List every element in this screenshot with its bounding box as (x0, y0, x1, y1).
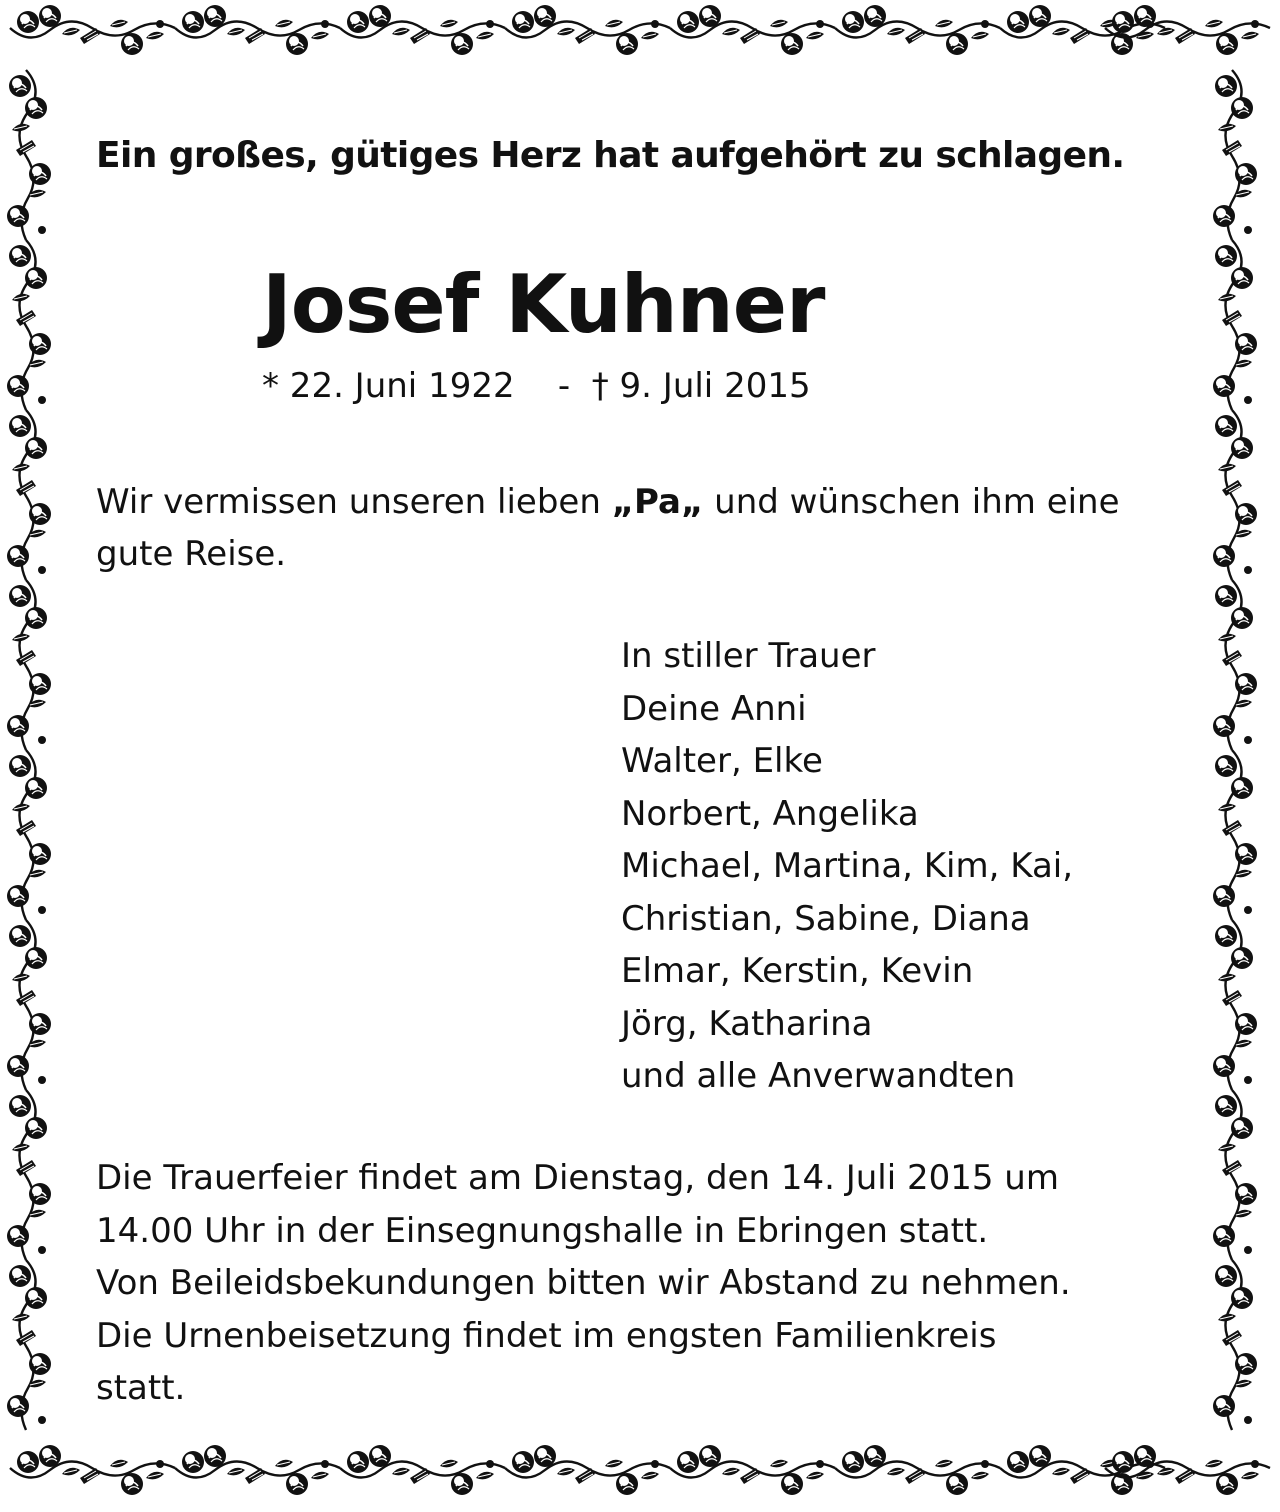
ceremony-line: 14.00 Uhr in der Einsegnungshalle in Ebringen statt. (96, 1210, 989, 1251)
mourner-line: Michael, Martina, Kim, Kai, (621, 846, 1074, 886)
life-dates (262, 366, 811, 406)
date-separator: - (557, 366, 571, 406)
message-after: und wünschen ihm eine gute Reise. (96, 482, 1120, 574)
ceremony-line: Von Beileidsbekundungen bitten wir Abstand zu nehmen. (96, 1263, 1071, 1303)
ceremony-line: Die Urnenbeisetzung findet im engsten Familienkreis (96, 1315, 997, 1356)
ceremony-line: Die Trauerfeier findet am Dienstag, den 14. Juli 2015 um (96, 1158, 1059, 1198)
obituary-notice (96, 0, 1196, 1512)
mourner-line: Elmar, Kerstin, Kevin (621, 951, 974, 991)
message-nickname: „Pa„ (611, 482, 704, 522)
mourner-line: Deine Anni (621, 688, 807, 729)
mourner-line: Christian, Sabine, Diana (621, 898, 1031, 939)
mourner-line: In stiller Trauer (621, 636, 876, 676)
birth-date: * 22. Juni 1922 (262, 366, 515, 406)
deceased-name: Josef Kuhner (262, 258, 825, 351)
ceremony-details (96, 1152, 1071, 1415)
mourner-line: Walter, Elke (621, 741, 823, 781)
ceremony-line: statt. (96, 1368, 186, 1408)
mourner-line: und alle Anverwandten (621, 1056, 1016, 1096)
headline: Ein großes, gütiges Herz hat aufgehört zu schlagen. (96, 135, 1125, 176)
mourner-line: Jörg, Katharina (621, 1003, 873, 1044)
mourners-list (621, 630, 1073, 1103)
farewell-message (96, 476, 1176, 580)
mourner-line: Norbert, Angelika (621, 793, 919, 834)
message-before: Wir vermissen unseren lieben (96, 482, 612, 522)
death-date: † 9. Juli 2015 (591, 366, 811, 406)
